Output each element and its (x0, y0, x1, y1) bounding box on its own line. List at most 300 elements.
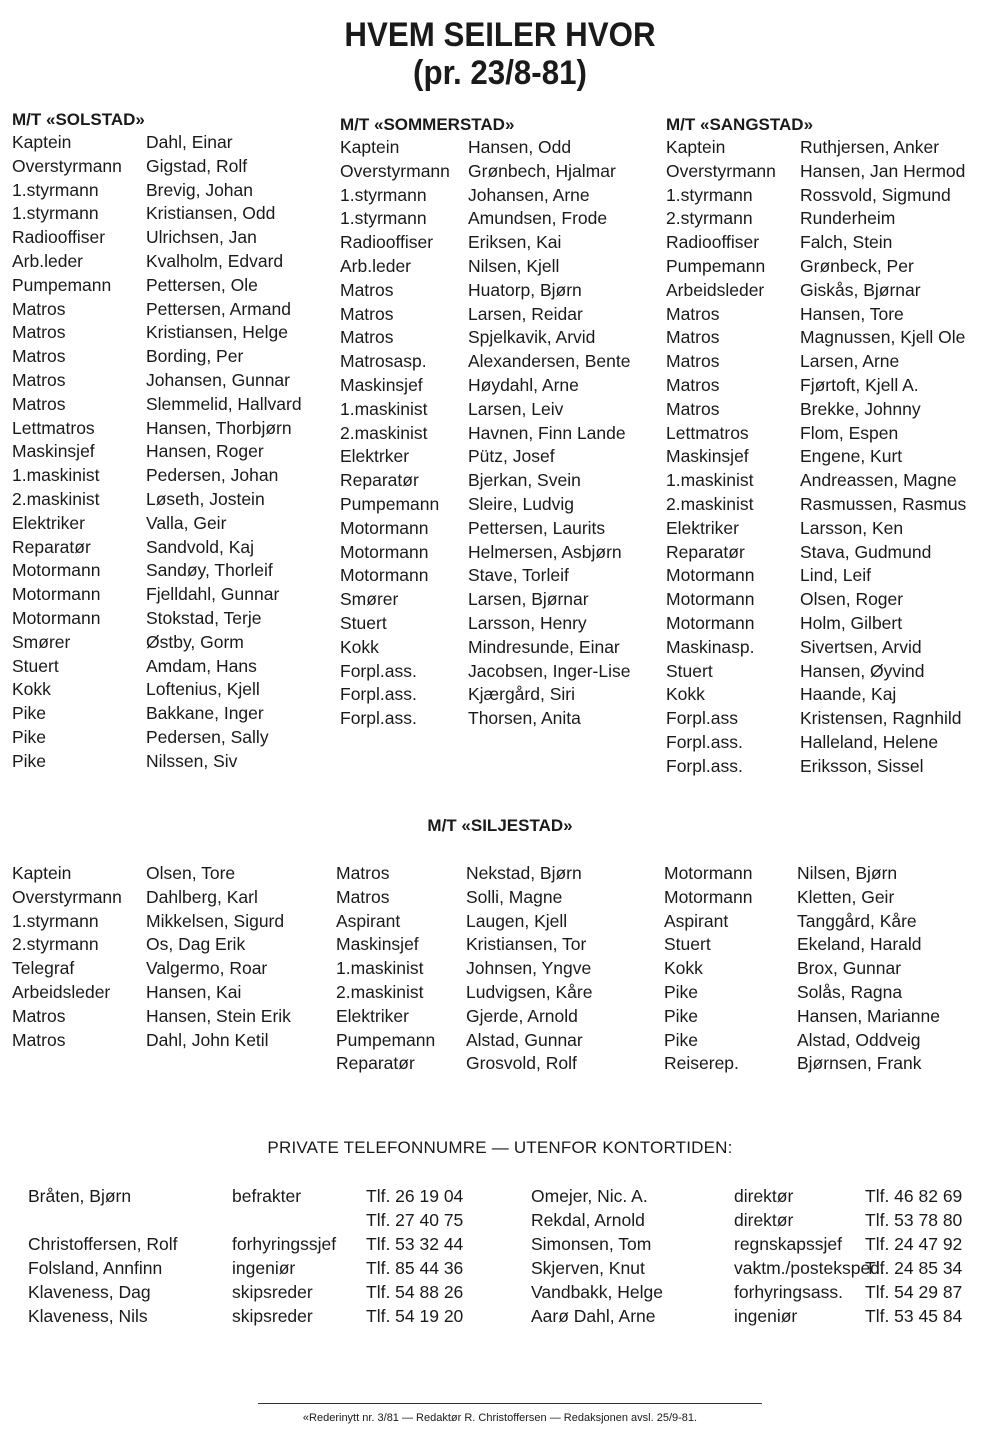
crew-role: Reparatør (666, 541, 745, 562)
crew-name: Kvalholm, Edvard (146, 250, 284, 271)
crew-role: Forpl.ass. (666, 731, 743, 752)
crew-role: Pumpemann (12, 274, 112, 295)
crew-row (340, 207, 660, 231)
crew-row (12, 274, 332, 298)
crew-role: Pike (664, 981, 699, 1002)
crew-role: 2.styrmann (666, 208, 753, 229)
crew-role: Pumpemann (340, 493, 440, 514)
crew-row (666, 160, 996, 184)
crew-row (336, 1052, 656, 1076)
crew-name: Østby, Gorm (146, 631, 244, 652)
crew-name: Bording, Per (146, 346, 244, 367)
crew-name: Brevig, Johan (146, 179, 254, 200)
crew-role: Matros (12, 346, 66, 367)
crew-name: Lind, Leif (800, 565, 872, 586)
crew-role: Radiooffiser (340, 232, 434, 253)
contact-name: Aarø Dahl, Arne (531, 1306, 656, 1326)
crew-row (12, 910, 332, 934)
phone-row (531, 1304, 991, 1328)
crew-row (336, 1005, 656, 1029)
siljestad-column-2 (336, 862, 656, 1076)
contact-phone: Tlf. 53 32 44 (366, 1234, 464, 1254)
crew-name: Gigstad, Rolf (146, 155, 248, 176)
crew-row (12, 957, 332, 981)
crew-role: Kaptein (12, 132, 72, 152)
crew-row (666, 493, 996, 517)
contact-phone: Tlf. 54 88 26 (366, 1282, 464, 1302)
ship-name-siljestad: M/T «SILJESTAD» (427, 816, 573, 835)
crew-row (12, 417, 332, 441)
crew-name: Eriksson, Sissel (800, 755, 924, 776)
crew-name: Gjerde, Arnold (466, 1005, 578, 1026)
crew-role: 1.styrmann (12, 179, 99, 200)
contact-title: forhyringssjef (232, 1234, 337, 1254)
crew-row (340, 303, 660, 327)
page-title: HVEM SEILER HVOR (344, 16, 656, 54)
crew-name: Olsen, Tore (146, 863, 236, 883)
crew-name: Sleire, Ludvig (468, 493, 575, 514)
crew-name: Kristiansen, Tor (466, 934, 587, 955)
crew-row (12, 536, 332, 560)
crew-row (340, 493, 660, 517)
crew-role: Motormann (340, 565, 429, 586)
crew-row (340, 683, 660, 707)
crew-row (12, 607, 332, 631)
crew-role: Matros (12, 393, 66, 414)
crew-name: Valla, Geir (146, 512, 227, 533)
crew-role: Telegraf (12, 958, 75, 979)
crew-name: Johansen, Gunnar (146, 369, 290, 390)
crew-name: Magnussen, Kjell Ole (800, 327, 966, 348)
contact-name: Simonsen, Tom (531, 1234, 652, 1254)
crew-name: Engene, Kurt (800, 446, 903, 467)
crew-row (12, 512, 332, 536)
crew-role: Pike (664, 1005, 699, 1026)
contact-phone: Tlf. 54 19 20 (366, 1306, 464, 1326)
crew-row (666, 707, 996, 731)
crew-row (12, 250, 332, 274)
crew-row (12, 155, 332, 179)
crew-name: Bakkane, Inger (146, 703, 264, 724)
crew-row (666, 517, 996, 541)
crew-name: Fjørtoft, Kjell A. (800, 374, 919, 395)
crew-name: Grønbech, Hjalmar (468, 160, 616, 181)
crew-row (664, 933, 994, 957)
crew-row (336, 862, 656, 886)
crew-row (12, 631, 332, 655)
crew-row (666, 469, 996, 493)
contact-phone: Tlf. 27 40 75 (366, 1210, 464, 1230)
crew-name: Pedersen, Sally (146, 726, 269, 747)
crew-role: 2.styrmann (12, 934, 99, 955)
crew-name: Sandøy, Thorleif (146, 560, 273, 581)
crew-row (340, 660, 660, 684)
crew-role: Motormann (666, 565, 755, 586)
crew-row (340, 422, 660, 446)
crew-row (340, 564, 660, 588)
crew-role: 2.maskinist (666, 493, 754, 514)
crew-row (666, 279, 996, 303)
crew-role: Radiooffiser (666, 232, 760, 253)
crew-name: Pettersen, Ole (146, 274, 258, 295)
crew-row (340, 160, 660, 184)
crew-row (12, 202, 332, 226)
crew-role: 1.maskinist (666, 470, 754, 491)
crew-role: Motormann (664, 886, 753, 907)
contact-title: direktør (734, 1210, 794, 1230)
crew-row (12, 559, 332, 583)
crew-row (664, 957, 994, 981)
crew-role: Matros (340, 303, 394, 324)
crew-row (664, 1029, 994, 1053)
crew-role: Motormann (666, 589, 755, 610)
crew-role: Aspirant (664, 910, 729, 931)
ship-block-sommerstad (340, 113, 660, 731)
crew-name: Dahl, John Ketil (146, 1029, 269, 1050)
crew-row (12, 369, 332, 393)
phone-row (531, 1184, 991, 1208)
contact-name: Rekdal, Arnold (531, 1210, 645, 1230)
crew-row (340, 279, 660, 303)
crew-role: 2.maskinist (336, 981, 424, 1002)
crew-role: Kaptein (666, 137, 726, 157)
crew-row (666, 445, 996, 469)
contact-phone: Tlf. 24 85 34 (865, 1258, 963, 1278)
crew-row (340, 445, 660, 469)
crew-role: Overstyrmann (12, 155, 122, 176)
crew-row (12, 298, 332, 322)
crew-row (340, 231, 660, 255)
crew-role: Matros (666, 374, 720, 395)
crew-name: Mikkelsen, Sigurd (146, 910, 285, 931)
footer-divider (258, 1403, 762, 1404)
crew-name: Laugen, Kjell (466, 910, 568, 931)
contact-title: skipsreder (232, 1306, 313, 1326)
crew-row (340, 255, 660, 279)
crew-name: Larsen, Reidar (468, 303, 583, 324)
crew-name: Johansen, Arne (468, 184, 590, 205)
crew-role: Motormann (340, 541, 429, 562)
crew-row (666, 755, 996, 779)
contact-name: Klaveness, Nils (28, 1306, 148, 1326)
crew-role: Reparatør (340, 470, 419, 491)
crew-name: Kjærgård, Siri (468, 684, 575, 705)
crew-role: Pike (12, 726, 47, 747)
crew-role: Motormann (340, 517, 429, 538)
crew-name: Haande, Kaj (800, 684, 897, 705)
crew-row (666, 612, 996, 636)
crew-role: Forpl.ass (666, 708, 738, 729)
crew-name: Nekstad, Bjørn (466, 863, 582, 883)
crew-role: Maskinasp. (666, 636, 755, 657)
siljestad-column-1 (12, 862, 332, 1052)
contact-title: befrakter (232, 1186, 302, 1206)
phone-row (28, 1232, 488, 1256)
crew-role: 1.maskinist (336, 958, 424, 979)
crew-name: Olsen, Roger (800, 589, 904, 610)
crew-role: Pumpemann (336, 1029, 436, 1050)
footer-credits: «Rederinytt nr. 3/81 — Redaktør R. Christoffersen — Redaksjonen avsl. 25/9-81. (302, 1412, 698, 1424)
crew-name: Mindresunde, Einar (468, 636, 620, 657)
crew-name: Flom, Espen (800, 422, 899, 443)
crew-name: Dahlberg, Karl (146, 886, 258, 907)
crew-role: Kaptein (12, 863, 72, 883)
crew-row (340, 517, 660, 541)
contact-name: Omejer, Nic. A. (531, 1186, 648, 1206)
crew-name: Solås, Ragna (797, 981, 903, 1002)
crew-name: Dahl, Einar (146, 132, 233, 152)
contact-phone: Tlf. 46 82 69 (865, 1186, 963, 1206)
crew-name: Runderheim (800, 208, 896, 229)
crew-name: Rasmussen, Rasmus (800, 493, 967, 514)
crew-role: Elektriker (666, 517, 739, 538)
crew-role: Forpl.ass. (340, 684, 417, 705)
crew-role: Overstyrmann (12, 886, 122, 907)
crew-row (12, 750, 332, 774)
crew-name: Pedersen, Johan (146, 465, 279, 486)
crew-role: Matros (336, 863, 390, 883)
crew-row (666, 326, 996, 350)
crew-role: 1.styrmann (12, 203, 99, 224)
crew-name: Kletten, Geir (797, 886, 895, 907)
crew-row (666, 374, 996, 398)
crew-name: Bjerkan, Svein (468, 470, 581, 491)
crew-name: Havnen, Finn Lande (468, 422, 626, 443)
crew-row (666, 422, 996, 446)
phone-row (531, 1256, 991, 1280)
crew-name: Loftenius, Kjell (146, 679, 260, 700)
crew-name: Halleland, Helene (800, 731, 939, 752)
crew-row (666, 231, 996, 255)
crew-name: Larsson, Ken (800, 517, 904, 538)
crew-name: Andreassen, Magne (800, 470, 957, 491)
crew-row (666, 350, 996, 374)
phone-row (28, 1208, 488, 1232)
crew-role: Arbeidsleder (666, 279, 765, 300)
crew-row (12, 226, 332, 250)
ship-name: M/T «SOLSTAD» (12, 110, 145, 129)
crew-name: Nilsen, Bjørn (797, 863, 898, 883)
crew-row (666, 636, 996, 660)
crew-name: Brox, Gunnar (797, 958, 902, 979)
crew-role: Smører (340, 589, 399, 610)
ship-block-sangstad (666, 113, 996, 779)
crew-row (12, 726, 332, 750)
crew-row (12, 1005, 332, 1029)
crew-role: Radiooffiser (12, 227, 106, 248)
crew-role: Kokk (666, 684, 705, 705)
crew-name: Grosvold, Rolf (466, 1053, 577, 1074)
crew-name: Amundsen, Frode (468, 208, 608, 229)
crew-name: Kristiansen, Odd (146, 203, 276, 224)
phone-row (531, 1232, 991, 1256)
crew-row (664, 981, 994, 1005)
phone-row (28, 1304, 488, 1328)
crew-name: Eriksen, Kai (468, 232, 562, 253)
crew-role: 1.maskinist (12, 465, 100, 486)
crew-name: Hansen, Roger (146, 441, 264, 462)
crew-row (12, 131, 332, 155)
crew-row (666, 303, 996, 327)
contact-name: Folsland, Annfinn (28, 1258, 163, 1278)
crew-role: Kokk (12, 679, 51, 700)
crew-row (340, 136, 660, 160)
crew-role: 1.maskinist (340, 398, 428, 419)
crew-row (340, 374, 660, 398)
crew-name: Holm, Gilbert (800, 612, 903, 633)
crew-name: Sivertsen, Arvid (800, 636, 922, 657)
crew-row (336, 981, 656, 1005)
crew-name: Falch, Stein (800, 232, 893, 253)
crew-row (664, 862, 994, 886)
crew-role: Elektriker (336, 1005, 409, 1026)
crew-name: Hansen, Thorbjørn (146, 417, 292, 438)
phone-row (28, 1184, 488, 1208)
crew-name: Hansen, Odd (468, 137, 572, 157)
contact-name: Bråten, Bjørn (28, 1186, 132, 1206)
crew-row (12, 488, 332, 512)
crew-row (12, 1029, 332, 1053)
contact-title: vaktm./posteksped. (734, 1258, 885, 1278)
crew-name: Stokstad, Terje (146, 607, 262, 628)
crew-name: Høydahl, Arne (468, 374, 579, 395)
crew-role: Stuert (666, 660, 713, 681)
crew-role: Forpl.ass. (666, 755, 743, 776)
crew-role: 1.styrmann (12, 910, 99, 931)
crew-name: Nilssen, Siv (146, 750, 238, 771)
crew-name: Alstad, Gunnar (466, 1029, 583, 1050)
crew-row (666, 564, 996, 588)
contact-phone: Tlf. 24 47 92 (865, 1234, 963, 1254)
crew-row (666, 255, 996, 279)
contact-title: regnskapssjef (734, 1234, 842, 1254)
crew-row (340, 588, 660, 612)
crew-list (340, 136, 660, 731)
crew-name: Amdam, Hans (146, 655, 257, 676)
crew-name: Hansen, Marianne (797, 1005, 940, 1026)
crew-role: Reparatør (12, 536, 91, 557)
ship-name: M/T «SANGSTAD» (666, 115, 814, 134)
crew-role: Motormann (12, 584, 101, 605)
crew-role: Forpl.ass. (340, 660, 417, 681)
crew-name: Larsson, Henry (468, 612, 587, 633)
crew-role: Kokk (664, 958, 703, 979)
crew-role: Matrosasp. (340, 351, 427, 372)
crew-row (664, 886, 994, 910)
crew-name: Giskås, Bjørnar (800, 279, 921, 300)
crew-row (340, 184, 660, 208)
crew-name: Johnsen, Yngve (466, 958, 592, 979)
crew-role: Lettmatros (666, 422, 749, 443)
crew-row (12, 655, 332, 679)
crew-row (666, 683, 996, 707)
contact-title: forhyringsass. (734, 1282, 843, 1302)
crew-row (666, 731, 996, 755)
crew-name: Sandvold, Kaj (146, 536, 254, 557)
crew-role: Motormann (666, 612, 755, 633)
crew-role: Arb.leder (12, 250, 84, 271)
crew-role: Pike (12, 750, 47, 771)
crew-name: Tanggård, Kåre (797, 910, 917, 931)
crew-row (664, 1052, 994, 1076)
phone-row (531, 1208, 991, 1232)
contact-name: Skjerven, Knut (531, 1258, 645, 1278)
crew-row (12, 886, 332, 910)
crew-name: Hansen, Jan Hermod (800, 160, 966, 181)
crew-name: Alstad, Oddveig (797, 1029, 921, 1050)
crew-name: Ludvigsen, Kåre (466, 981, 593, 1002)
crew-name: Larsen, Leiv (468, 398, 564, 419)
siljestad-column-3 (664, 862, 994, 1076)
crew-role: Pike (12, 703, 47, 724)
crew-name: Solli, Magne (466, 886, 563, 907)
crew-role: Stuert (340, 612, 387, 633)
crew-name: Løseth, Jostein (146, 488, 265, 509)
crew-role: Overstyrmann (340, 160, 450, 181)
crew-role: 1.styrmann (340, 208, 427, 229)
crew-name: Kristensen, Ragnhild (800, 708, 962, 729)
crew-role: Stuert (664, 934, 711, 955)
crew-name: Ruthjersen, Anker (800, 137, 940, 157)
crew-name: Bjørnsen, Frank (797, 1053, 922, 1074)
contact-name: Klaveness, Dag (28, 1282, 151, 1302)
crew-name: Jacobsen, Inger-Lise (468, 660, 631, 681)
crew-name: Larsen, Arne (800, 351, 900, 372)
crew-name: Helmersen, Asbjørn (468, 541, 622, 562)
crew-role: Arbeidsleder (12, 981, 111, 1002)
crew-name: Nilsen, Kjell (468, 255, 560, 276)
crew-row (12, 702, 332, 726)
phone-row (28, 1280, 488, 1304)
crew-role: Kaptein (340, 137, 400, 157)
crew-role: Overstyrmann (666, 160, 776, 181)
contact-phone: Tlf. 53 78 80 (865, 1210, 963, 1230)
crew-name: Os, Dag Erik (146, 934, 246, 955)
crew-name: Fjelldahl, Gunnar (146, 584, 280, 605)
crew-row (340, 541, 660, 565)
phone-row (28, 1256, 488, 1280)
crew-name: Huatorp, Bjørn (468, 279, 582, 300)
crew-row (340, 469, 660, 493)
crew-row (664, 910, 994, 934)
crew-row (336, 933, 656, 957)
crew-role: Matros (340, 279, 394, 300)
crew-role: Pumpemann (666, 255, 766, 276)
page-subtitle-date: (pr. 23/8-81) (413, 54, 587, 92)
crew-role: Elektriker (12, 512, 85, 533)
contact-title: skipsreder (232, 1282, 313, 1302)
crew-role: Maskinsjef (336, 934, 419, 955)
crew-role: Smører (12, 631, 71, 652)
crew-name: Hansen, Stein Erik (146, 1005, 291, 1026)
crew-list (12, 131, 332, 774)
phone-row (531, 1280, 991, 1304)
crew-role: Reparatør (336, 1053, 415, 1074)
contact-phone: Tlf. 54 29 87 (865, 1282, 963, 1302)
crew-name: Stava, Gudmund (800, 541, 932, 562)
crew-row (336, 957, 656, 981)
crew-role: Maskinsjef (340, 374, 423, 395)
crew-row (336, 910, 656, 934)
contact-title: ingeniør (734, 1306, 798, 1326)
crew-row (12, 345, 332, 369)
crew-name: Grønbeck, Per (800, 255, 914, 276)
crew-name: Thorsen, Anita (468, 708, 581, 729)
crew-role: Maskinsjef (12, 441, 95, 462)
crew-name: Spjelkavik, Arvid (468, 327, 596, 348)
crew-row (336, 886, 656, 910)
crew-role: Matros (666, 351, 720, 372)
